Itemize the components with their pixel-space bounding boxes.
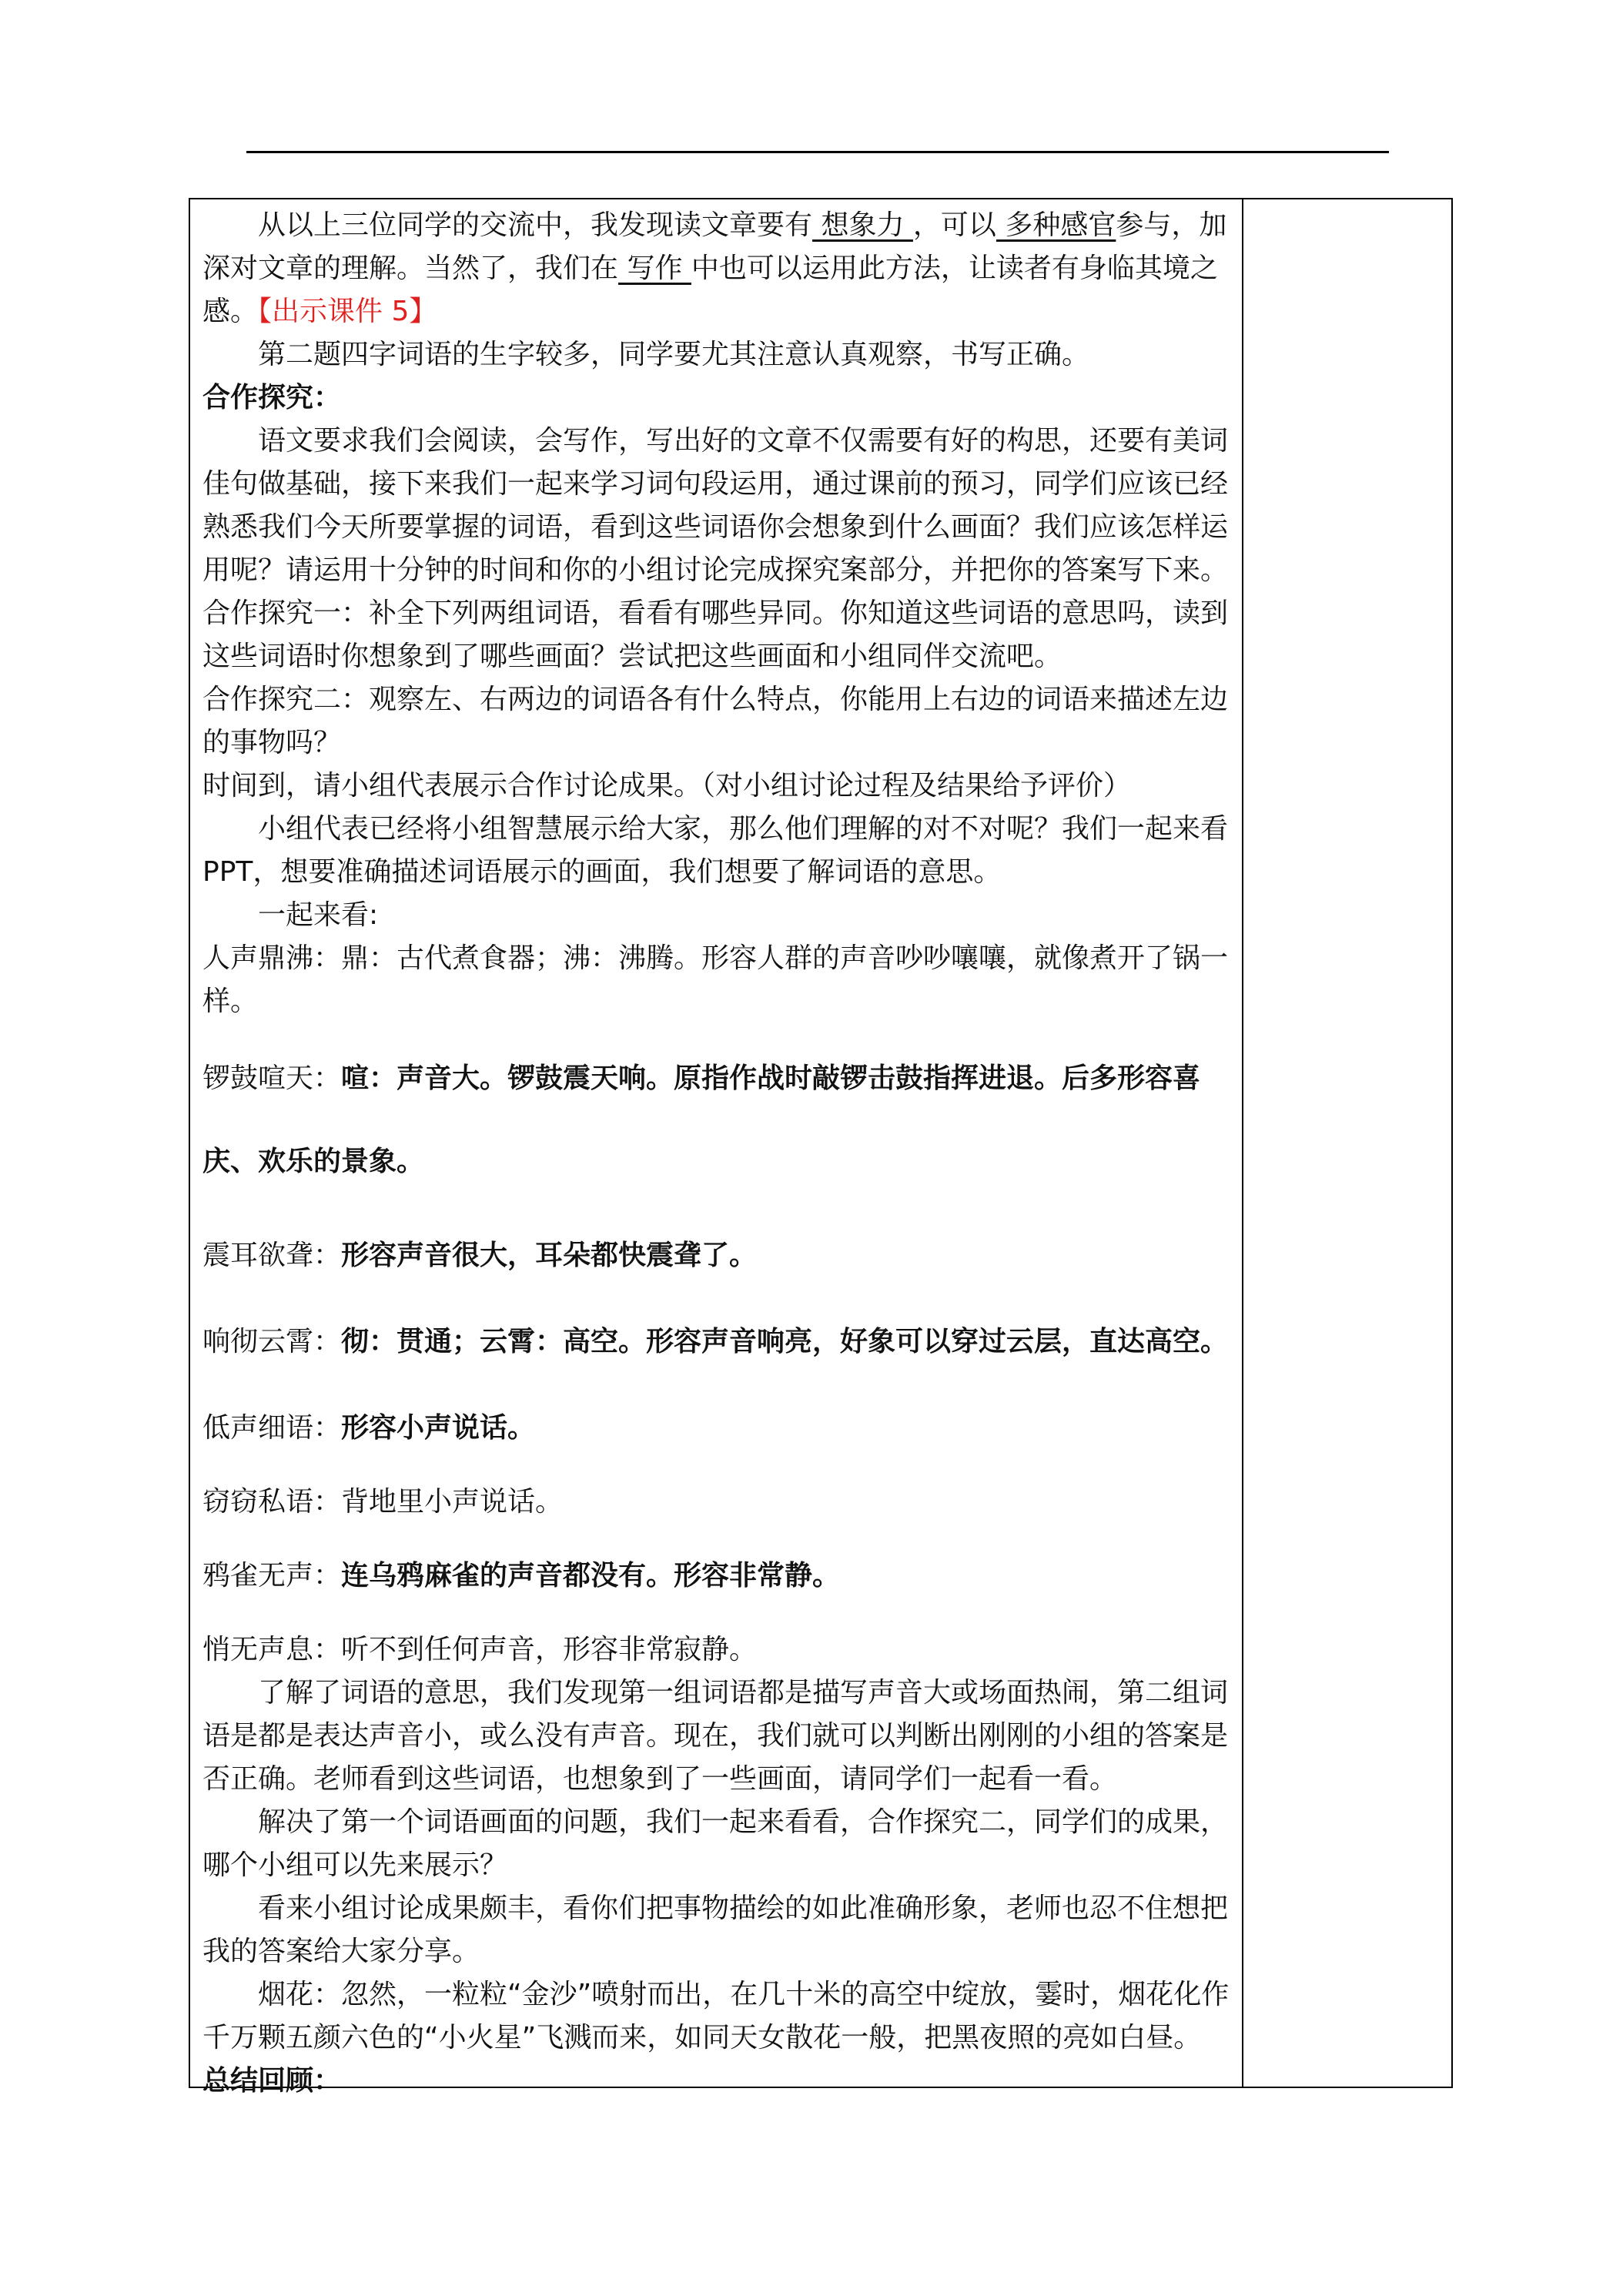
paragraph-task-two: 合作探究二：观察左、右两边的词语各有什么特点，你能用上右边的词语来描述左边的事物吗？	[202, 684, 1229, 758]
word-definition: 听不到任何声音，形容非常寂静。	[341, 1634, 758, 1665]
word-entry	[202, 1555, 1234, 1598]
paragraph-time-up: 时间到，请小组代表展示合作讨论成果。（对小组讨论过程及结果给予评价）	[202, 770, 1132, 802]
text-segment: 从以上三位同学的交流中，我发现读文章要有	[258, 209, 813, 241]
word-term: 鸦雀无声：	[202, 1560, 342, 1591]
word-term: 锣鼓喧天：	[202, 1063, 342, 1094]
word-term: 震耳欲聋：	[202, 1240, 342, 1271]
paragraph-imagination	[202, 204, 1234, 333]
section-heading-cooperation: 合作探究：	[202, 382, 342, 413]
text-segment: 参与，加深对文章的理解。当然了，我们在	[202, 209, 1227, 284]
header-rule	[246, 151, 1389, 153]
paragraph-task-two-result: 解决了第一个词语画面的问题，我们一起来看看，合作探究二，同学们的成果，哪个小组可以先来展示？	[202, 1806, 1229, 1881]
word-entry	[202, 1234, 1234, 1277]
paragraph-ppt: 小组代表已经将小组智慧展示给大家，那么他们理解的对不对呢？我们一起来看 PPT，想要准确描述词语展示的画面，我们想要了解词语的意思。	[202, 813, 1229, 888]
filled-blank: 想象力	[812, 209, 913, 241]
content-cell	[202, 204, 1234, 2103]
word-entry	[202, 1628, 1234, 1672]
word-definition: 喧：声音大。锣鼓震天响。原指作战时敲锣击鼓指挥进退。后多形容喜庆、欢乐的景象。	[202, 1063, 1201, 1177]
word-term: 低声细语：	[202, 1412, 342, 1444]
paragraph-task-one: 合作探究一：补全下列两组词语，看看有哪些异同。你知道这些词语的意思吗，读到这些词语时你想象到了哪些画面？尝试把这些画面和小组同伴交流吧。	[202, 597, 1229, 672]
lesson-table	[189, 198, 1453, 2097]
text-segment: 中也可以运用此方法，让读者有身临其境之感。	[202, 253, 1218, 327]
word-entry	[202, 1481, 1234, 1524]
paragraph-writing-tip: 第二题四字词语的生字较多，同学要尤其注意认真观察，书写正确。	[258, 339, 1090, 370]
word-entry	[202, 1320, 1234, 1364]
word-term: 窃窃私语：	[202, 1486, 342, 1518]
filled-blank: 写作	[618, 253, 691, 284]
word-term: 悄无声息：	[202, 1634, 342, 1665]
word-term: 人声鼎沸：	[202, 942, 342, 974]
word-entry	[202, 1407, 1234, 1450]
word-definition: 背地里小声说话。	[341, 1486, 564, 1518]
filled-blank: 多种感官	[996, 209, 1116, 241]
word-definition: 连乌鸦麻雀的声音都没有。形容非常静。	[341, 1560, 841, 1591]
table-column-divider	[1242, 199, 1243, 2087]
word-entry	[202, 1037, 1234, 1203]
word-definition: 鼎：古代煮食器；沸：沸腾。形容人群的声音吵吵嚷嚷，就像煮开了锅一样。	[202, 942, 1229, 1017]
section-heading-summary: 总结回顾：	[202, 2065, 342, 2097]
paragraph-teacher-share: 看来小组讨论成果颇丰，看你们把事物描绘的如此准确形象，老师也忍不住想把我的答案给大家分享。	[202, 1893, 1229, 1967]
text-segment: ，可以	[912, 209, 996, 241]
paragraph-intro: 语文要求我们会阅读，会写作，写出好的文章不仅需要有好的构思，还要有美词佳句做基础，接下来我们一起来学习词句段运用，通过课前的预习，同学们应该已经熟悉我们今天所要掌握的词语，看到这些词语你会想象到什么画面？我们应该怎样运用呢？请运用十分钟的时间和你的小组讨论完成探究案部分，并把你的答案写下来。	[202, 425, 1229, 586]
courseware-note: 【出示课件 5】	[258, 296, 437, 327]
paragraph-understanding: 了解了词语的意思，我们发现第一组词语都是描写声音大或场面热闹，第二组词语是都是表达声音小，或么没有声音。现在，我们就可以判断出刚刚的小组的答案是否正确。老师看到这些词语，也想象到了一些画面，请同学们一起看一看。	[202, 1677, 1229, 1795]
word-definition: 彻：贯通；云霄：高空。形容声音响亮，好象可以穿过云层，直达高空。	[341, 1326, 1229, 1357]
paragraph-fireworks: 烟花：忽然，一粒粒“金沙”喷射而出，在几十米的高空中绽放，霎时，烟花化作千万颗五颜六色的“小火星”飞溅而来，如同天女散花一般，把黑夜照的亮如白昼。	[202, 1979, 1230, 2053]
word-definition: 形容小声说话。	[341, 1412, 536, 1444]
paragraph-look-together: 一起来看:	[258, 899, 379, 931]
word-definition: 形容声音很大，耳朵都快震聋了。	[341, 1240, 758, 1271]
word-term: 响彻云霄：	[202, 1326, 342, 1357]
word-entry	[202, 937, 1234, 1023]
